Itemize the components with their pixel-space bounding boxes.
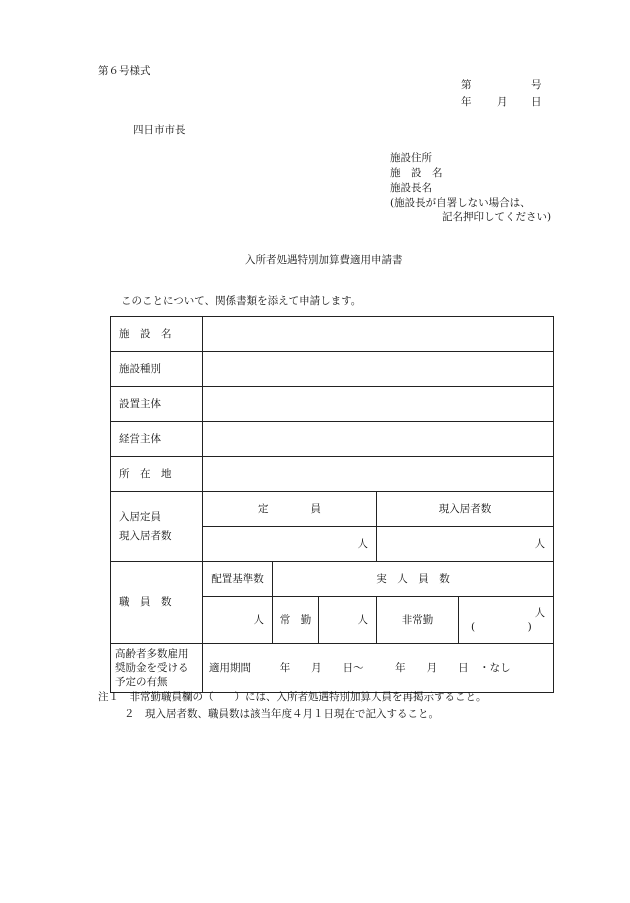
field-operator[interactable]	[203, 422, 554, 457]
label-subsidy-1: 高齢者多数雇用	[115, 647, 189, 660]
note-2: ２ 現入居者数、職員数は該当年度４月１日現在で記入すること。	[124, 708, 439, 720]
parttime-paren: ( )	[471, 621, 532, 633]
addressee: 四日市市長	[133, 124, 186, 136]
header-staff-standard: 配置基準数	[203, 562, 273, 597]
label-capacity-2: 現入居者数	[119, 529, 172, 542]
label-staff: 職 員 数	[111, 562, 203, 644]
date-day: 日	[531, 96, 542, 108]
row-staff-header	[111, 562, 554, 597]
header-residents: 現入居者数	[377, 492, 554, 527]
field-location[interactable]	[203, 457, 554, 492]
row-founder	[111, 387, 554, 422]
applicant-address: 施設住所	[390, 152, 432, 164]
doc-number-dai: 第	[461, 79, 472, 91]
field-parttime[interactable]	[459, 597, 554, 644]
note-1: 注１ 非常勤職員欄の（ ）には、入所者処遇特別加算人員を再掲示すること。	[98, 691, 487, 703]
unit-staff-standard: 人	[253, 613, 264, 626]
unit-residents: 人	[534, 537, 546, 550]
label-location: 所 在 地	[111, 457, 203, 492]
header-capacity: 定 員	[203, 492, 377, 527]
applicant-facility-name: 施 設 名	[390, 167, 443, 179]
applicant-note-1: (施設長が自署しない場合は、	[390, 197, 531, 209]
label-subsidy-3: 予定の有無	[115, 676, 168, 689]
intro-text: このことについて、関係書類を添えて申請します。	[121, 295, 362, 307]
label-operator: 経営主体	[111, 422, 203, 457]
label-subsidy	[111, 644, 203, 693]
date-year: 年	[461, 96, 472, 108]
field-founder[interactable]	[203, 387, 554, 422]
row-facility-type	[111, 352, 554, 387]
row-location	[111, 457, 554, 492]
unit-fulltime: 人	[357, 613, 368, 626]
applicant-director: 施設長名	[390, 182, 432, 194]
label-facility-name: 施 設 名	[111, 317, 203, 352]
row-capacity-header	[111, 492, 554, 527]
applicant-note-2: 記名押印してください)	[442, 211, 552, 223]
row-operator	[111, 422, 554, 457]
field-subsidy-period[interactable]	[203, 644, 554, 693]
header-staff-actual: 実 人 員 数	[273, 562, 554, 597]
row-subsidy	[111, 644, 554, 693]
label-facility-type: 施設種別	[111, 352, 203, 387]
label-capacity	[111, 492, 203, 562]
field-staff-standard[interactable]	[203, 597, 273, 644]
form-number: 第６号様式	[98, 65, 151, 77]
unit-capacity: 人	[357, 537, 368, 550]
label-parttime: 非常勤	[377, 597, 459, 644]
date-month: 月	[497, 96, 508, 108]
label-fulltime: 常 勤	[273, 597, 319, 644]
doc-number-go: 号	[531, 79, 542, 91]
field-residents[interactable]	[377, 527, 554, 562]
field-facility-type[interactable]	[203, 352, 554, 387]
row-facility-name	[111, 317, 554, 352]
unit-parttime: 人	[534, 606, 546, 619]
field-capacity[interactable]	[203, 527, 377, 562]
label-founder: 設置主体	[111, 387, 203, 422]
label-period: 適用期間	[209, 661, 251, 674]
label-capacity-1: 入居定員	[119, 511, 161, 524]
application-table	[110, 316, 554, 693]
label-subsidy-2: 奨励金を受ける	[115, 661, 189, 674]
document-title: 入所者処遇特別加算費適用申請書	[245, 254, 403, 266]
field-facility-name[interactable]	[203, 317, 554, 352]
period-text: 年 月 日～ 年 月 日 ・なし	[279, 661, 511, 674]
field-fulltime[interactable]	[319, 597, 377, 644]
